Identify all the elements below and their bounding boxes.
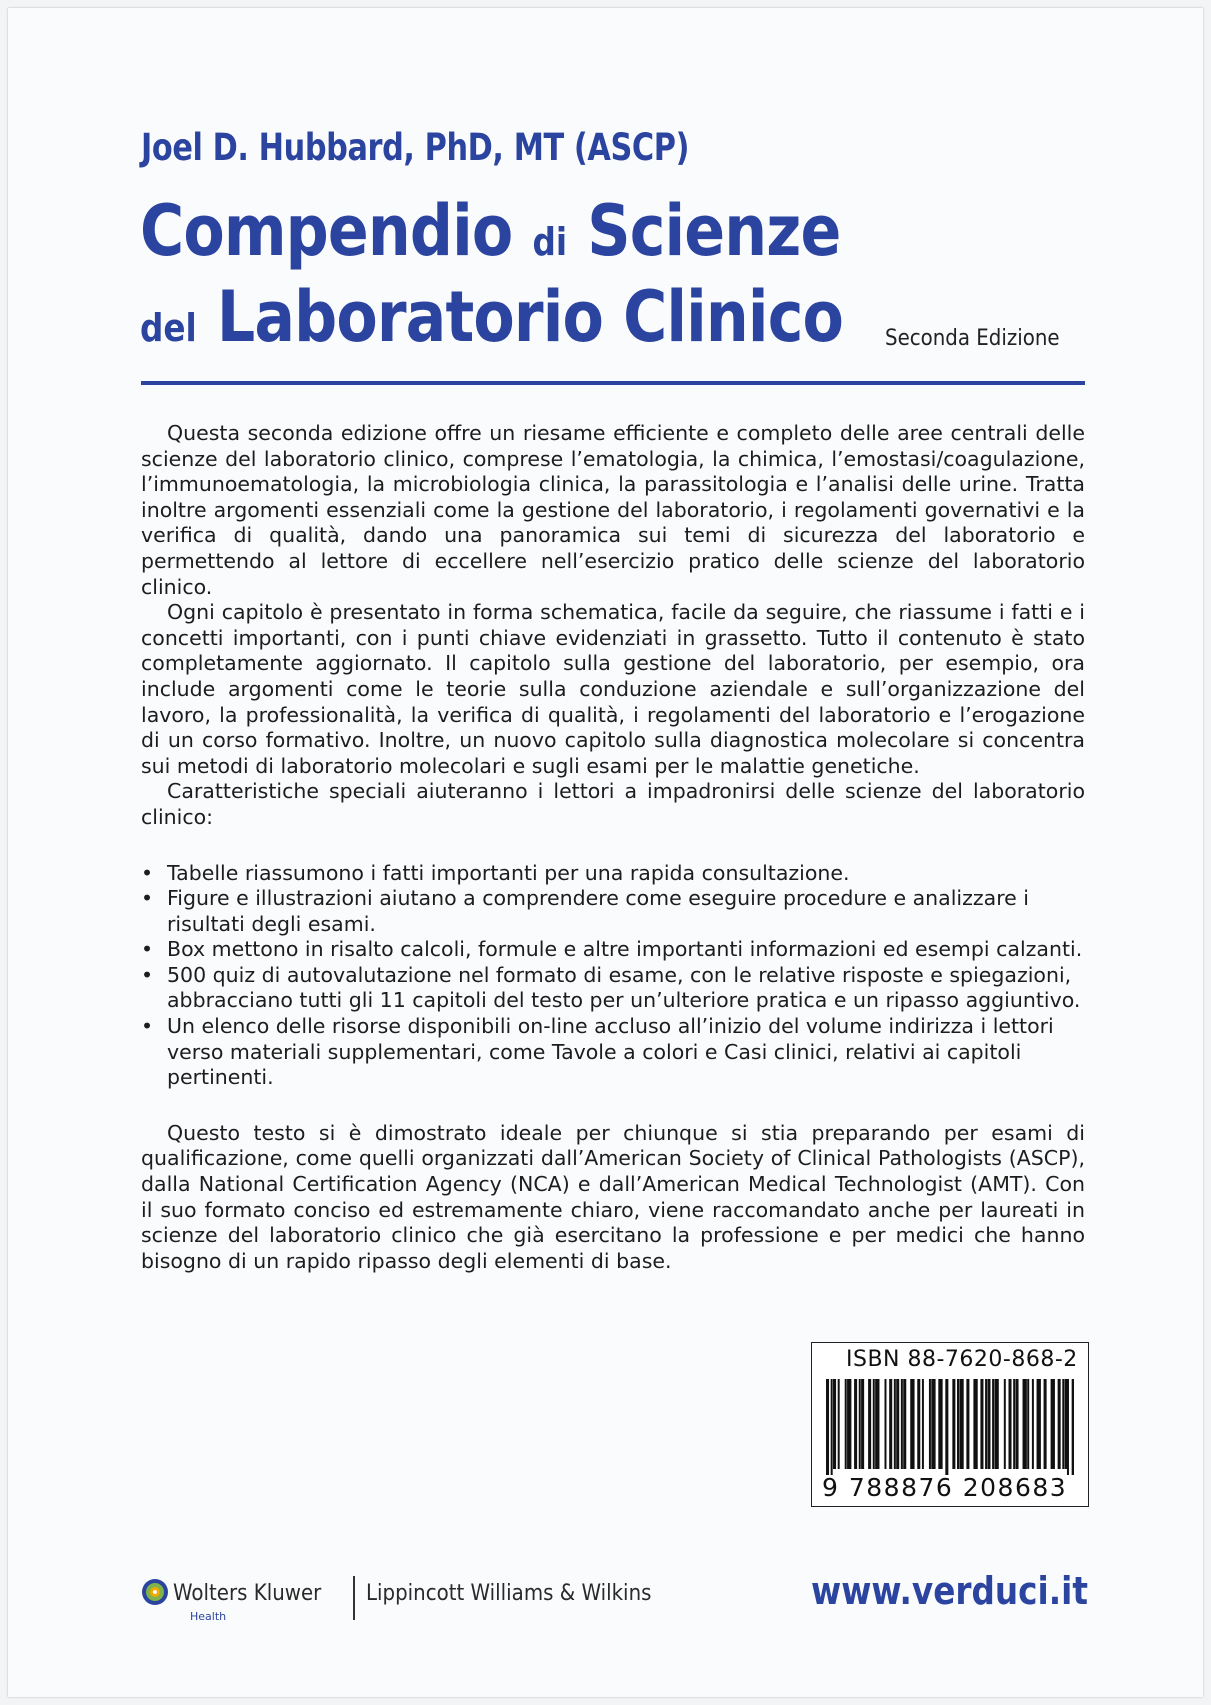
publisher-wolters-kluwer: Wolters Kluwer [173, 1581, 322, 1606]
barcode-bar [1013, 1379, 1015, 1469]
barcode-bar [1039, 1379, 1041, 1469]
edition-label: Seconda Edizione [885, 326, 1060, 351]
barcode-bar [826, 1379, 829, 1475]
barcode-bar [861, 1379, 864, 1469]
title-part-3: Laboratorio Clinico [216, 276, 844, 358]
author-name: Joel D. Hubbard, PhD, MT (ASCP) [141, 126, 690, 169]
list-item: • Tabelle riassumono i fatti importanti per una rapida consultazione. [141, 861, 1085, 887]
barcode-bar [903, 1379, 906, 1469]
barcode-bar [1072, 1379, 1074, 1475]
barcode-bar [980, 1379, 983, 1469]
isbn-barcode-box [811, 1342, 1089, 1507]
barcode-bar [833, 1379, 836, 1469]
barcode-bar [1062, 1379, 1064, 1469]
title-connector-1: di [532, 220, 568, 264]
barcode-bar [922, 1379, 924, 1469]
book-title-line-2 [140, 276, 843, 358]
book-title-line-1 [140, 190, 840, 272]
barcode-bar [884, 1379, 886, 1469]
back-cover [8, 8, 1203, 1697]
list-item: • 500 quiz di autovalutazione nel formato di esame, con le relative risposte e spiegazioni, abbracciano tutti gli 11 capitoli del testo per un’ulteriore pratica e un ripasso aggiuntivo. [141, 963, 1085, 1014]
publisher-health-label: Health [190, 1610, 227, 1623]
isbn-digits: 9 788876 208683 [822, 1473, 1068, 1502]
wolters-kluwer-logo-icon [141, 1578, 169, 1606]
barcode-bar [1067, 1379, 1069, 1475]
barcode-bar [976, 1379, 978, 1469]
website-url[interactable]: www.verduci.it [811, 1569, 1088, 1613]
barcode-image [826, 1379, 1074, 1475]
barcode-bar [1004, 1379, 1006, 1469]
features-list [141, 861, 1085, 1091]
title-connector-2: del [140, 306, 197, 350]
barcode-bar [901, 1379, 903, 1469]
barcode-bar [945, 1379, 948, 1475]
barcode-bar [859, 1379, 861, 1469]
barcode-bar [941, 1379, 943, 1469]
isbn-label: ISBN 88-7620-868-2 [846, 1347, 1078, 1372]
barcode-bar [966, 1379, 969, 1469]
barcode-bar [894, 1379, 896, 1469]
barcode-bar [838, 1379, 840, 1469]
barcode-bar [877, 1379, 879, 1469]
barcode-bar [1058, 1379, 1061, 1469]
barcode-bar [952, 1379, 955, 1469]
publisher-block [141, 1576, 701, 1626]
barcode-bar [854, 1379, 857, 1469]
paragraph-2: Ogni capitolo è presentato in forma schematica, facile da seguire, che riassume i fatti e i concetti importanti, con i punti chiave evidenziati in grassetto. Tutto il contenuto è stato completamente aggiornato. Il capitolo sulla gestione del laboratorio, per esempio, ora include argomenti come le teorie sulla conduzione aziendale e sull’organizzazione del lavoro, la professionalità, la verifica di qualità, i regolamenti del laboratorio e l’erogazione di un corso formativo. Inoltre, un nuovo capitolo sulla diagnostica molecolare si concentra sui metodi di laboratorio molecolari e sugli esami per le malattie genetiche. [141, 600, 1085, 778]
barcode-bar [957, 1379, 959, 1469]
barcode-bar [985, 1379, 987, 1469]
barcode-bar [1032, 1379, 1034, 1469]
publisher-divider [353, 1576, 355, 1620]
title-part-1: Compendio [140, 190, 513, 272]
barcode-bar [889, 1379, 892, 1469]
barcode-bar [1044, 1379, 1047, 1469]
barcode-bar [849, 1379, 851, 1469]
paragraph-3: Caratteristiche speciali aiuteranno i lettori a impadronirsi delle scienze del laboratorio clinico: [141, 779, 1085, 829]
barcode-bar [997, 1379, 999, 1469]
paragraph-1: Questa seconda edizione offre un riesame efficiente e completo delle aree centrali delle scienze del laboratorio clinico, comprese l’ematologia, la chimica, l’emostasi/coagulazione, l’immunoematologia, la microbiologia clinica, la parassitologia e l’analisi delle urine. Tratta inoltre argomenti essenziali come la gestione del laboratorio, i regolamenti governativi e la verifica di qualità, dando una panoramica sui temi di sicurezza del laboratorio e permettendo al lettore di eccellere nell’esercizio pratico delle scienze del laboratorio clinico. [141, 421, 1085, 599]
barcode-bar [831, 1379, 833, 1475]
barcode-bar [917, 1379, 920, 1469]
barcode-bar [1027, 1379, 1029, 1469]
list-item: • Un elenco delle risorse disponibili on-line accluso all’inizio del volume indirizza i lettori verso materiali supplementari, come Tavole a colori e Casi clinici, relativi ai capitoli pertinenti. [141, 1014, 1085, 1091]
barcode-bar [868, 1379, 871, 1469]
barcode-bar [873, 1379, 875, 1469]
title-divider [141, 381, 1085, 385]
barcode-bar [929, 1379, 931, 1469]
list-item: • Figure e illustrazioni aiutano a comprendere come eseguire procedure e analizzare i risultati degli esami. [141, 886, 1085, 937]
description [141, 421, 1085, 1274]
publisher-lww: Lippincott Williams & Wilkins [366, 1581, 652, 1606]
list-item: • Box mettono in risalto calcoli, formule e altre importanti informazioni ed esempi calzanti. [141, 937, 1085, 963]
barcode-bar [934, 1379, 936, 1469]
barcode-bar [896, 1379, 899, 1469]
barcode-bar [1025, 1379, 1027, 1469]
barcode-bar [1053, 1379, 1055, 1469]
barcode-bar [987, 1379, 990, 1469]
closing-paragraph: Questo testo si è dimostrato ideale per chiunque si stia preparando per esami di qualificazione, come quelli organizzati dall’American Society of Clinical Pathologists (ASCP), dalla National Certification Agency (NCA) e dall’American Medical Technologist (AMT). Con il suo formato conciso ed estremamente chiaro, viene raccomandato anche per laureati in scienze del laboratorio clinico che già esercitano la professione e per medici che hanno bisogno di un rapido ripasso degli elementi di base. [141, 1120, 1085, 1273]
barcode-bar [913, 1379, 915, 1469]
title-part-2: Scienze [587, 190, 841, 272]
barcode-bar [992, 1379, 994, 1469]
barcode-bar [1008, 1379, 1011, 1469]
barcode-bar [962, 1379, 964, 1469]
barcode-bar [1016, 1379, 1019, 1469]
barcode-bar [845, 1379, 847, 1469]
